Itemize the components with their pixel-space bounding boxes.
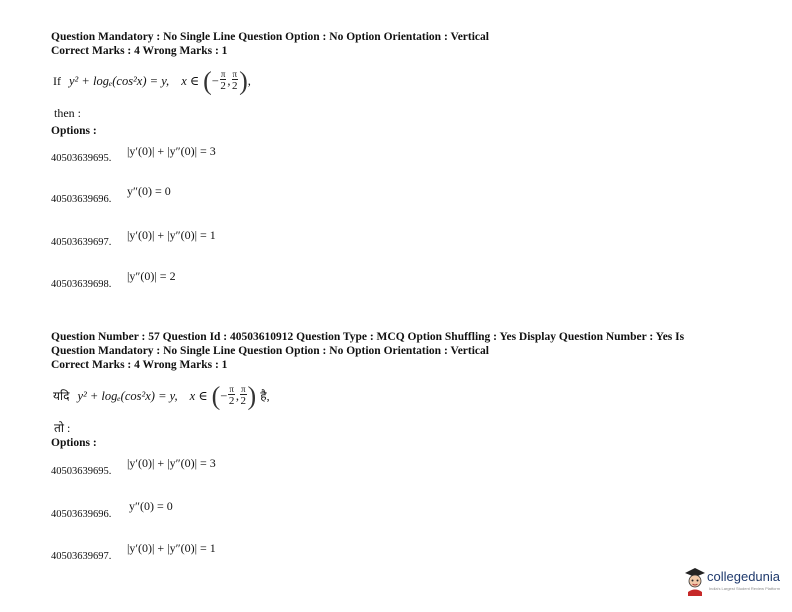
- q1-trailing-punct: ,: [247, 74, 251, 88]
- option-id: 40503639697.: [51, 551, 112, 562]
- q1-frac-den-2: 2: [232, 80, 238, 93]
- option-id: 40503639696.: [51, 509, 112, 520]
- q2-close-paren: ): [247, 381, 257, 411]
- q1-close-paren: ): [239, 66, 248, 96]
- q1-frac-num: π: [220, 69, 226, 80]
- option-text: y″(0) = 0: [129, 499, 173, 513]
- q1-minus: −: [211, 74, 219, 88]
- logo-wordmark: collegedunia: [707, 569, 781, 584]
- q1-equation: y² + logₑ(cos²x) = y,: [69, 74, 170, 88]
- q1-lead-text: If: [53, 74, 61, 88]
- q1-question-stem: [53, 66, 251, 96]
- q2-question-stem: [53, 381, 270, 411]
- q1-open-paren: (: [203, 66, 212, 96]
- q2-comma: ,: [235, 389, 239, 403]
- graduate-mascot-icon: [683, 566, 707, 596]
- q2-open-paren: (: [211, 381, 221, 411]
- q2-frac-num-2: π: [240, 384, 246, 395]
- q1-fraction-right: [232, 70, 239, 92]
- q2-lead-text: यदि: [53, 389, 70, 403]
- q1-domain-var: x ∈: [181, 74, 200, 88]
- q2-options-label: Options :: [51, 437, 97, 449]
- option-text: |y′(0)| + |y″(0)| = 3: [127, 144, 216, 158]
- q1-frac-num-2: π: [232, 69, 238, 80]
- q2-meta-line-3: Correct Marks : 4 Wrong Marks : 1: [51, 359, 228, 371]
- option-id: 40503639697.: [51, 237, 112, 248]
- q2-meta-line-2: Question Mandatory : No Single Line Question Option : No Option Orientation : Vertical: [51, 345, 489, 357]
- q1-fraction-left: [220, 70, 227, 92]
- logo-tagline: India's Largest Student Review Platform: [709, 586, 781, 591]
- q2-meta-line-1: Question Number : 57 Question Id : 40503610912 Question Type : MCQ Option Shuffling : Yes Display Question Number : Yes Is: [51, 331, 685, 343]
- q2-frac-den-2: 2: [240, 395, 246, 408]
- option-text: |y′(0)| + |y″(0)| = 3: [127, 456, 216, 470]
- q2-trailing-text: है,: [260, 389, 270, 403]
- q2-then-label: तो :: [54, 421, 71, 435]
- q2-equation: y² + logₑ(cos²x) = y,: [77, 389, 178, 403]
- q2-fraction-right: [240, 385, 247, 407]
- q2-fraction-left: [228, 385, 235, 407]
- option-text: |y′(0)| + |y″(0)| = 1: [127, 228, 216, 242]
- q2-frac-den: 2: [228, 395, 235, 408]
- q2-frac-num: π: [229, 384, 234, 395]
- q2-minus: −: [220, 389, 228, 403]
- q1-comma: ,: [227, 74, 231, 88]
- q1-frac-den: 2: [220, 80, 226, 93]
- q1-then-label: then :: [54, 106, 81, 120]
- option-text: |y″(0)| = 2: [127, 269, 176, 283]
- option-id: 40503639695.: [51, 466, 112, 477]
- option-id: 40503639698.: [51, 279, 112, 290]
- q1-options-label: Options :: [51, 125, 97, 137]
- q1-meta-line-2: Correct Marks : 4 Wrong Marks : 1: [51, 45, 228, 57]
- q1-meta-line-1: Question Mandatory : No Single Line Question Option : No Option Orientation : Vertical: [51, 31, 489, 43]
- option-text: y″(0) = 0: [127, 184, 171, 198]
- option-id: 40503639696.: [51, 194, 112, 205]
- option-id: 40503639695.: [51, 153, 112, 164]
- collegedunia-logo: [683, 566, 789, 600]
- option-text: |y′(0)| + |y″(0)| = 1: [127, 541, 216, 555]
- q2-domain-var: x ∈: [189, 389, 208, 403]
